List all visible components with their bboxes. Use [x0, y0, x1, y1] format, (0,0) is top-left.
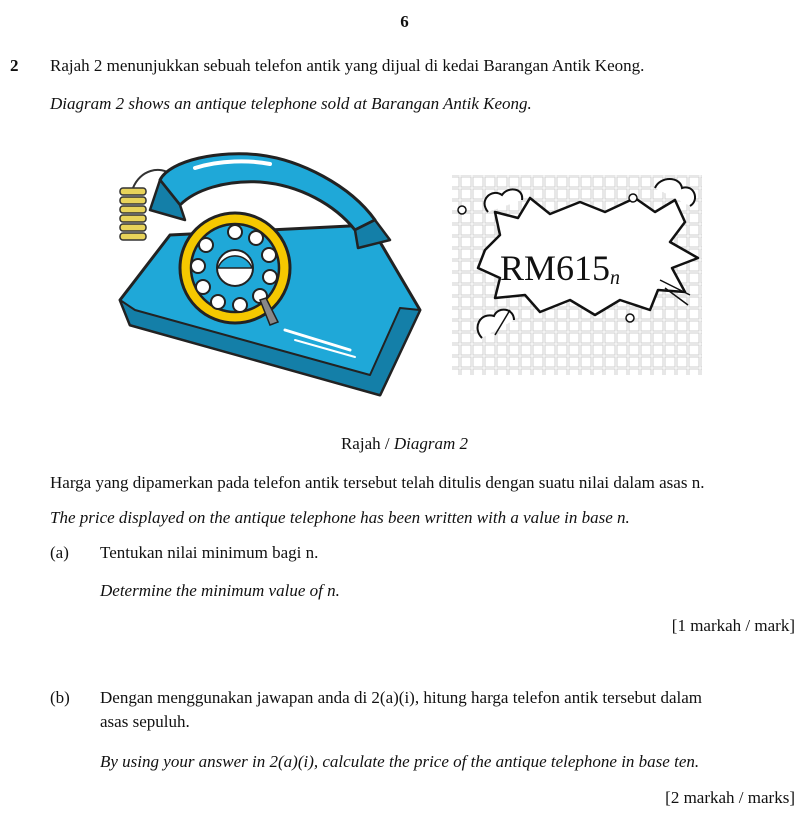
- intro-malay: Rajah 2 menunjukkan sebuah telefon antik yang dijual di kedai Barangan Antik Keong.: [50, 56, 645, 75]
- page-number: 6: [400, 12, 409, 31]
- part-a-label: (a): [50, 543, 69, 562]
- stem-english: The price displayed on the antique telephone has been written with a value in base n.: [50, 508, 630, 527]
- caption-english: Diagram 2: [393, 434, 469, 453]
- part-b-malay-line2: asas sepuluh.: [100, 712, 190, 731]
- antique-telephone-icon: [120, 154, 420, 395]
- caption-malay: Rajah /: [340, 434, 394, 453]
- diagram-2-figure: [100, 140, 720, 430]
- part-b-malay-line1: Dengan menggunakan jawapan anda di 2(a)(i), hitung harga telefon antik tersebut dalam: [100, 688, 703, 707]
- part-a-malay: Tentukan nilai minimum bagi n.: [100, 543, 319, 562]
- price-tag: [452, 175, 702, 375]
- part-b-english: By using your answer in 2(a)(i), calculate the price of the antique telephone in base ten.: [100, 752, 700, 771]
- part-b-marks: [2 markah / marks]: [665, 788, 795, 807]
- figure-caption: [0, 434, 809, 454]
- part-a-english: Determine the minimum value of n.: [100, 581, 340, 600]
- price-label: RM615n: [500, 248, 621, 289]
- part-a-marks: [1 markah / mark]: [671, 616, 795, 635]
- intro-english: Diagram 2 shows an antique telephone sold at Barangan Antik Keong.: [50, 94, 532, 113]
- stem-malay: Harga yang dipamerkan pada telefon antik tersebut telah ditulis dengan suatu nilai dalam asas n.: [50, 473, 705, 492]
- part-b-label: (b): [50, 688, 70, 707]
- question-number: 2: [10, 56, 19, 75]
